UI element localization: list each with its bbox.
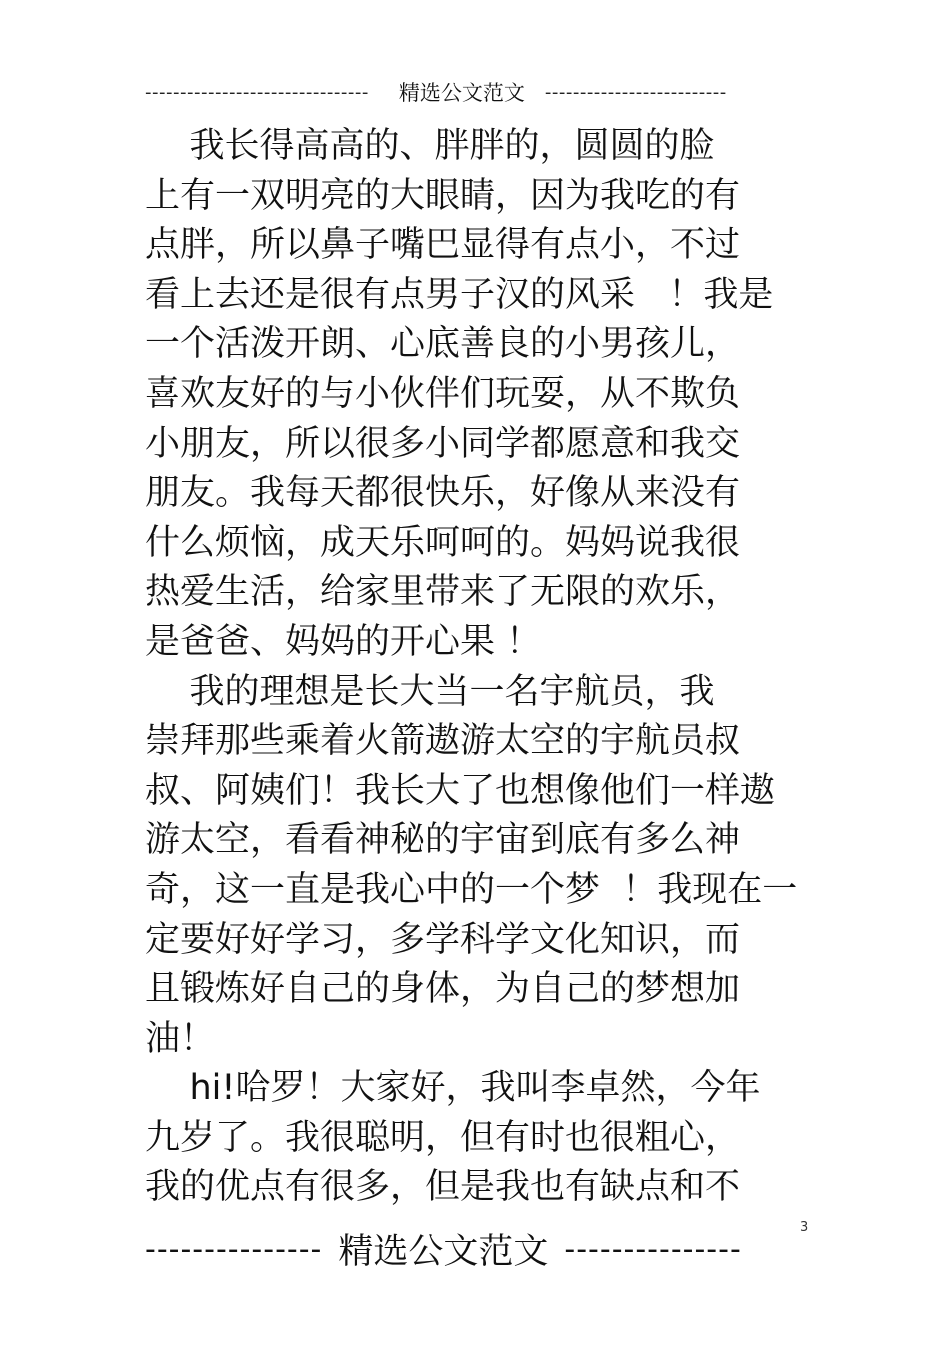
header-right-rule: -------------------------- bbox=[544, 81, 727, 103]
body-line: 朋友。我每天都很快乐，好像从来没有 bbox=[145, 473, 741, 514]
document-body bbox=[145, 122, 805, 1213]
body-line: 看上去还是很有点男子汉的风采 ！我是 bbox=[145, 274, 774, 315]
body-line: 上有一双明亮的大眼睛，因为我吃的有 bbox=[145, 175, 741, 216]
body-line: 什么烦恼，成天乐呵呵的。妈妈说我很 bbox=[145, 522, 741, 563]
body-line: 小朋友，所以很多小同学都愿意和我交 bbox=[145, 423, 741, 464]
body-line: 游太空，看看神秘的宇宙到底有多么神 bbox=[145, 820, 741, 861]
body-line: 喜欢友好的与小伙伴们玩耍，从不欺负 bbox=[145, 373, 741, 414]
body-line: 热爱生活，给家里带来了无限的欢乐， bbox=[145, 572, 741, 613]
header-title: 精选公文范文 bbox=[398, 81, 525, 105]
body-line: hi!哈罗！大家好，我叫李卓然，今年 bbox=[145, 1068, 761, 1109]
body-line: 是爸爸、妈妈的开心果 ！ bbox=[145, 621, 542, 662]
body-line: 我的理想是长大当一名宇航员，我 bbox=[145, 671, 715, 712]
body-line: 一个活泼开朗、心底善良的小男孩儿， bbox=[145, 324, 741, 365]
body-line: 奇，这一直是我心中的一个梦 ！我现在一 bbox=[145, 869, 798, 910]
page-footer bbox=[145, 1226, 785, 1272]
body-line: 叔、阿姨们！我长大了也想像他们一样遨 bbox=[145, 770, 776, 811]
body-line: 且锻炼好自己的身体，为自己的梦想加 bbox=[145, 969, 741, 1010]
body-line: 油！ bbox=[145, 1018, 216, 1059]
body-line: 九岁了。我很聪明，但有时也很粗心， bbox=[145, 1117, 741, 1158]
body-line: 崇拜那些乘着火箭遨游太空的宇航员叔 bbox=[145, 721, 741, 762]
header-left-rule: -------------------------------- bbox=[145, 81, 369, 103]
page-number: 3 bbox=[800, 1220, 809, 1235]
page-header bbox=[145, 78, 775, 106]
body-line: 我的优点有很多，但是我也有缺点和不 bbox=[145, 1167, 741, 1208]
footer-right-rule: --------------- bbox=[564, 1231, 742, 1267]
body-line: 点胖，所以鼻子嘴巴显得有点小，不过 bbox=[145, 225, 741, 266]
body-line: 我长得高高的、胖胖的，圆圆的脸 bbox=[145, 126, 715, 166]
footer-left-rule: --------------- bbox=[145, 1231, 323, 1267]
footer-title: 精选公文范文 bbox=[338, 1232, 549, 1272]
body-line: 定要好好学习，多学科学文化知识，而 bbox=[145, 919, 741, 960]
